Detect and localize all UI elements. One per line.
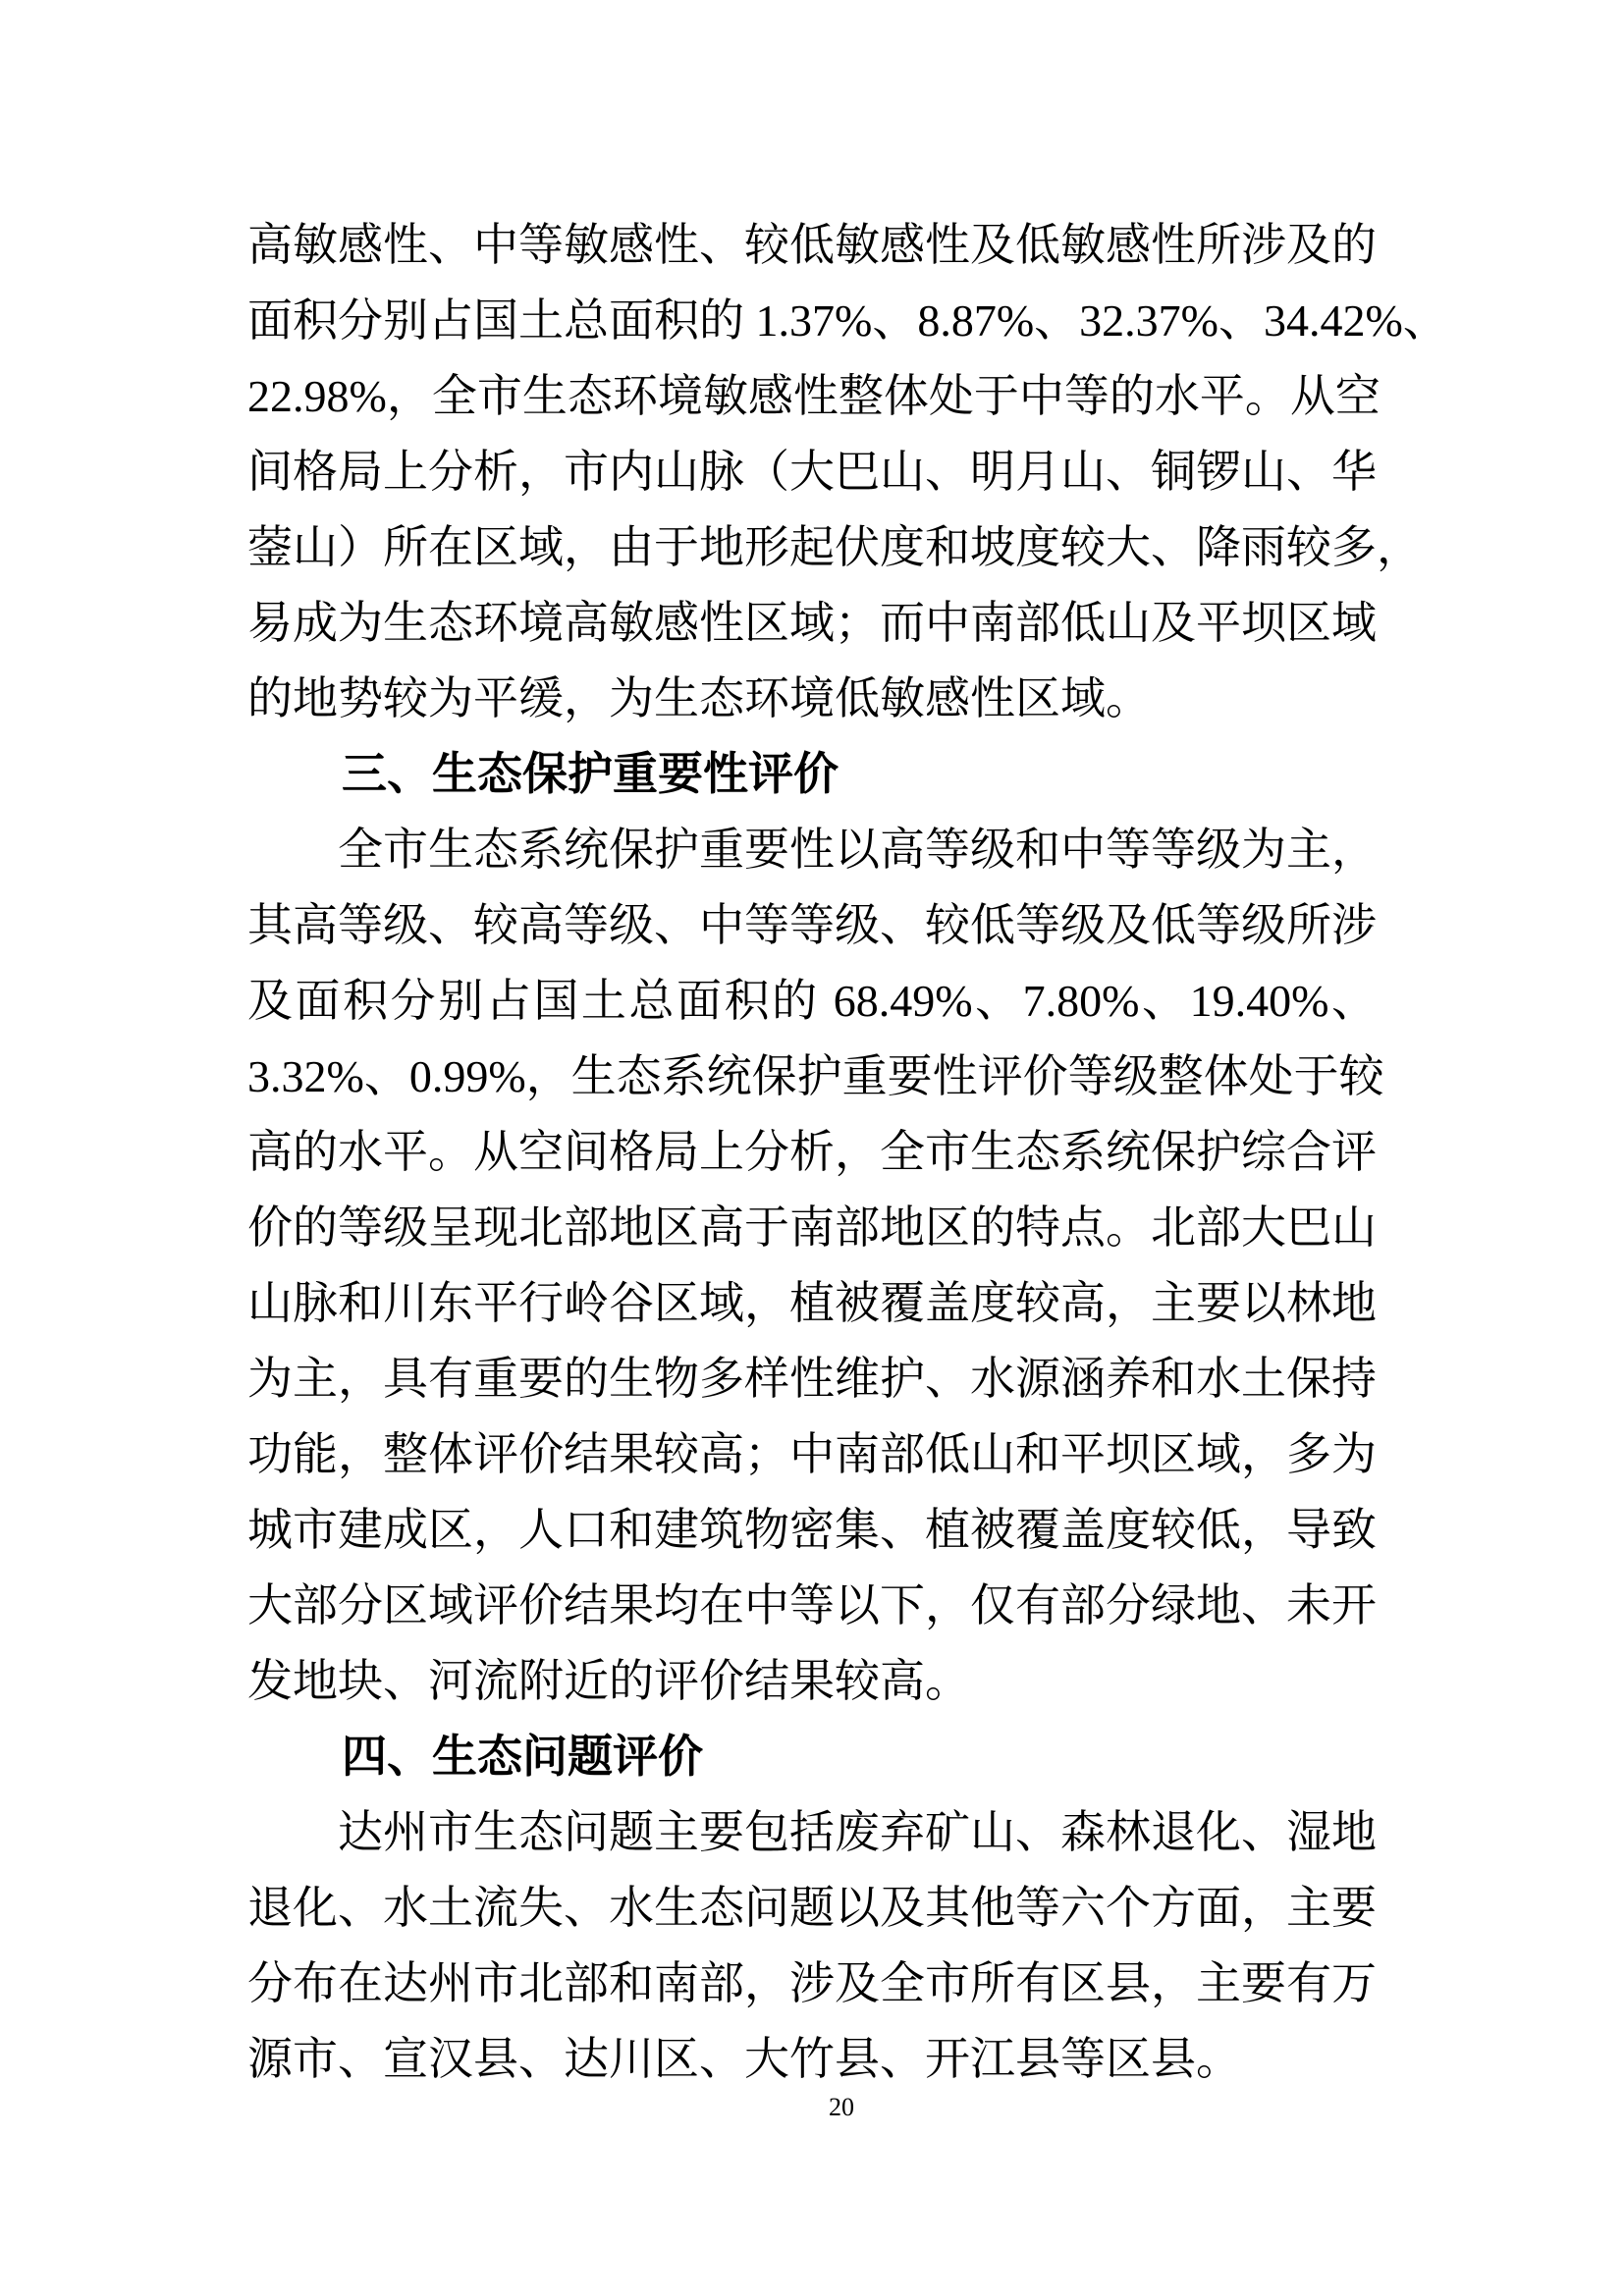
body-line: 功能，整体评价结果较高；中南部低山和平坝区域，多为	[247, 1429, 1377, 1479]
body-line: 高敏感性、中等敏感性、较低敏感性及低敏感性所涉及的	[247, 220, 1377, 270]
body-line: 蓥山）所在区域，由于地形起伏度和坡度较大、降雨较多，	[247, 522, 1422, 572]
body-line: 高的水平。从空间格局上分析，全市生态系统保护综合评	[247, 1127, 1377, 1177]
section-heading-3: 三、生态保护重要性评价	[342, 748, 839, 799]
body-line: 22.98%，全市生态环境敏感性整体处于中等的水平。从空	[247, 371, 1380, 421]
body-line: 分布在达州市北部和南部，涉及全市所有区县，主要有万	[247, 1958, 1377, 2008]
body-line: 全市生态系统保护重要性以高等级和中等等级为主，	[338, 825, 1377, 875]
body-line: 城市建成区，人口和建筑物密集、植被覆盖度较低，导致	[247, 1505, 1377, 1555]
body-line: 源市、宣汉县、达川区、大竹县、开江县等区县。	[247, 2034, 1241, 2084]
body-line: 价的等级呈现北部地区高于南部地区的特点。北部大巴山	[247, 1202, 1377, 1253]
section-heading-4: 四、生态问题评价	[342, 1731, 703, 1782]
body-line: 为主，具有重要的生物多样性维护、水源涵养和水土保持	[247, 1354, 1377, 1404]
body-line: 大部分区域评价结果均在中等以下，仅有部分绿地、未开	[247, 1580, 1377, 1630]
body-line: 及面积分别占国土总面积的 68.49%、7.80%、19.40%、	[247, 976, 1377, 1026]
body-line: 达州市生态问题主要包括废弃矿山、森林退化、湿地	[338, 1807, 1377, 1857]
body-line: 发地块、河流附近的评价结果较高。	[247, 1656, 970, 1706]
text-block	[247, 207, 1448, 2097]
page-number: 20	[829, 2093, 854, 2121]
body-line: 其高等级、较高等级、中等等级、较低等级及低等级所涉	[247, 900, 1377, 950]
body-line: 间格局上分析，市内山脉（大巴山、明月山、铜锣山、华	[247, 447, 1377, 497]
body-line: 山脉和川东平行岭谷区域，植被覆盖度较高，主要以林地	[247, 1278, 1377, 1328]
body-line: 退化、水土流失、水生态问题以及其他等六个方面，主要	[247, 1883, 1377, 1933]
body-line: 的地势较为平缓，为生态环境低敏感性区域。	[247, 673, 1151, 723]
body-line: 面积分别占国土总面积的 1.37%、8.87%、32.37%、34.42%、	[247, 295, 1448, 346]
body-line: 3.32%、0.99%，生态系统保护重要性评价等级整体处于较	[247, 1051, 1384, 1101]
body-line: 易成为生态环境高敏感性区域；而中南部低山及平坝区域	[247, 598, 1377, 648]
